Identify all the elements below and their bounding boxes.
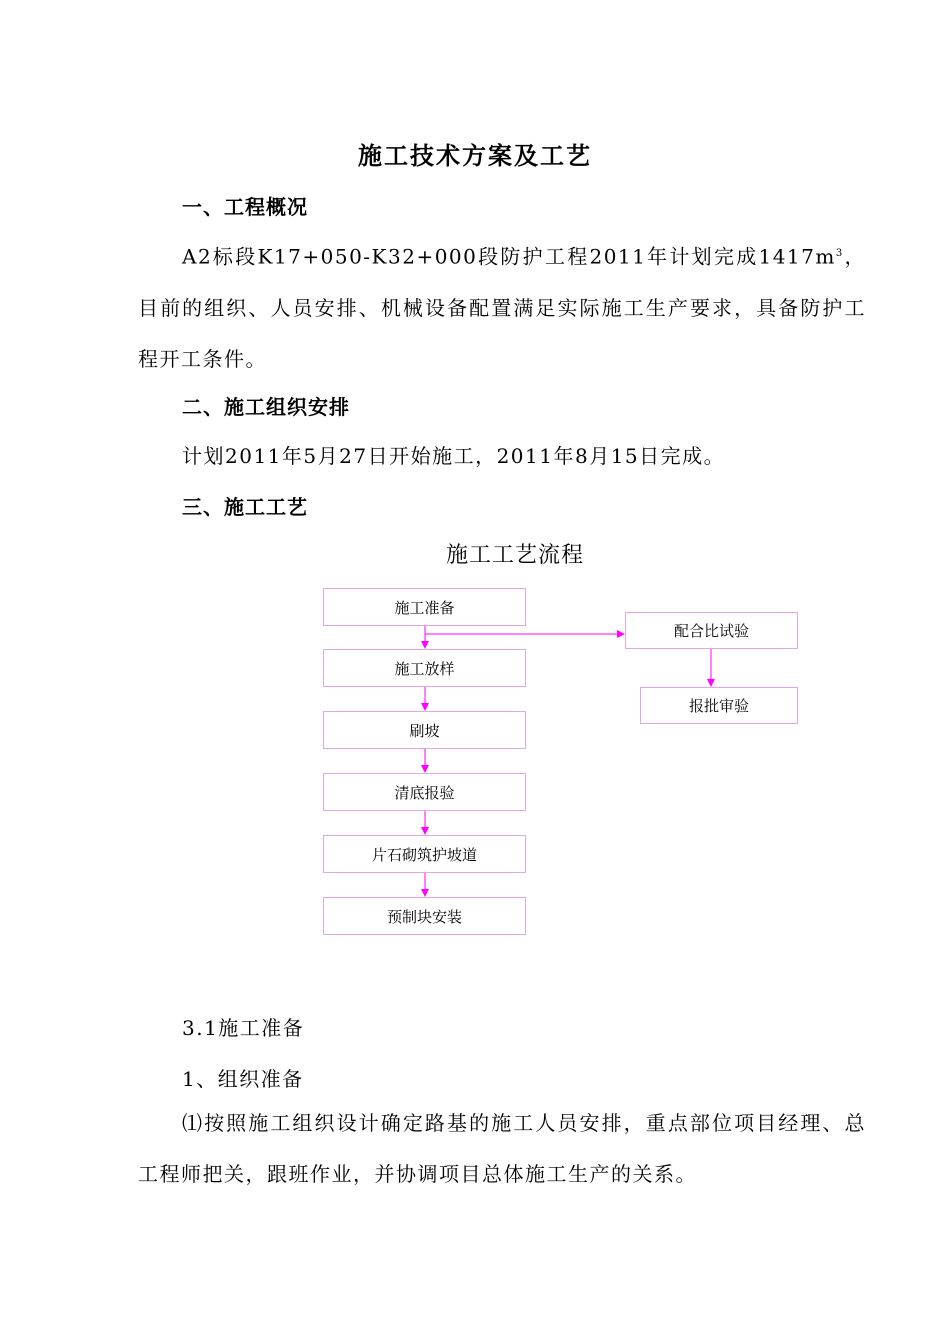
overview-text-b: ，目前的组织、人员安排、机械设备配置满足实际施工生产要求，具备防护工程开工条件。 — [138, 244, 867, 371]
flow-step-base-inspection: 清底报验 — [323, 773, 526, 811]
flow-step-precast-installation: 预制块安装 — [323, 897, 526, 935]
flow-step-mix-test: 配合比试验 — [625, 612, 798, 649]
overview-text-a: A2标段K17+050-K32+000段防护工程2011年计划完成1417m — [182, 244, 836, 269]
flow-step-approval: 报批审验 — [640, 687, 798, 724]
heading-construction-process: 三、施工工艺 — [182, 495, 308, 519]
section-3-1-heading: 3.1施工准备 — [182, 1016, 305, 1040]
flow-step-preparation: 施工准备 — [323, 588, 526, 626]
paragraph-schedule: 计划2011年5月27日开始施工，2011年8月15日完成。 — [182, 444, 726, 468]
document-title: 施工技术方案及工艺 — [358, 141, 592, 170]
subsection-organization-prep: 1、组织准备 — [182, 1067, 304, 1091]
paragraph-organization-prep: ⑴按照施工组织设计确定路基的施工人员安排，重点部位项目经理、总工程师把关，跟班作业，并协调项目总体施工生产的关系。 — [138, 1111, 866, 1186]
heading-project-overview: 一、工程概况 — [182, 195, 308, 219]
flow-step-staking: 施工放样 — [323, 649, 526, 687]
heading-construction-organization: 二、施工组织安排 — [182, 395, 350, 419]
flowchart-title: 施工工艺流程 — [445, 543, 584, 568]
flow-step-slope-trimming: 刷坡 — [323, 711, 526, 749]
overview-superscript: 3 — [835, 248, 844, 259]
flow-step-stone-masonry: 片石砌筑护坡道 — [323, 835, 526, 873]
